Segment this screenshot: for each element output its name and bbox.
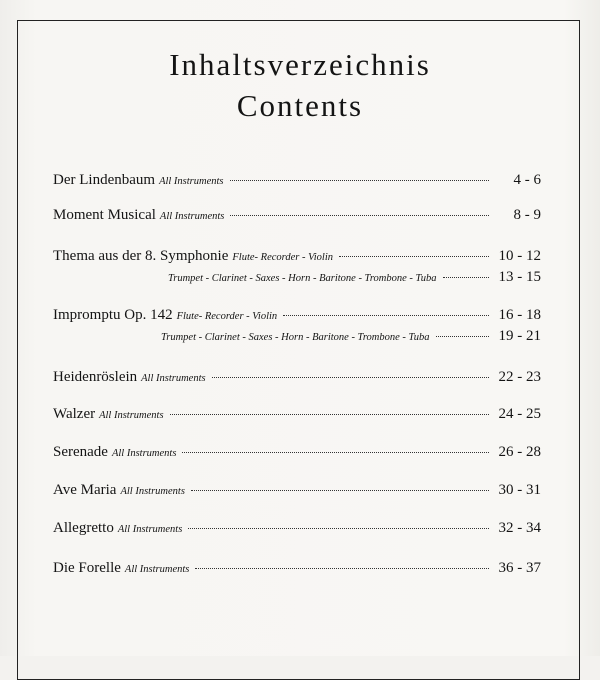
dot-leader: [182, 452, 489, 453]
entry-instruments: All Instruments: [111, 448, 177, 459]
entry-pages: 26 - 28: [498, 444, 541, 460]
dot-leader: [283, 315, 489, 316]
entry-pages: 32 - 34: [498, 520, 541, 536]
entry-title: Impromptu Op. 142: [53, 307, 173, 323]
entry-pages: 10 - 12: [498, 248, 541, 264]
entry-title: Heidenröslein: [53, 369, 138, 385]
entry-instruments: Flute- Recorder - Violin: [232, 252, 333, 263]
entry-pages: 19 - 21: [498, 328, 541, 344]
entry-pages: 22 - 23: [498, 369, 541, 385]
entry-title: Walzer: [53, 406, 96, 422]
dot-leader: [188, 528, 489, 529]
entry-title: Ave Maria: [53, 482, 117, 498]
entry-instruments: All Instruments: [159, 211, 225, 222]
toc-entry: [53, 369, 541, 391]
dot-leader: [436, 336, 489, 337]
dot-leader: [443, 277, 489, 278]
entry-title: Serenade: [53, 444, 108, 460]
entry-instruments: All Instruments: [159, 176, 224, 187]
dot-leader: [191, 490, 489, 491]
dot-leader: [230, 180, 489, 181]
entry-instruments: All Instruments: [120, 486, 185, 497]
toc-entry: [53, 207, 541, 229]
toc-entry: [53, 172, 541, 194]
entry-title: Der Lindenbaum: [53, 172, 156, 188]
toc-entry: [53, 482, 541, 504]
dot-leader: [195, 568, 489, 569]
entry-instruments: Trumpet - Clarinet - Saxes - Horn - Baritone - Trombone - Tuba: [161, 332, 430, 343]
toc-entry: [53, 560, 541, 582]
entry-title: Thema aus der 8. Symphonie: [53, 248, 229, 264]
entry-instruments: All Instruments: [117, 524, 183, 535]
entry-pages: 8 - 9: [513, 207, 541, 223]
entry-pages: 36 - 37: [498, 560, 541, 576]
dot-leader: [212, 377, 489, 378]
title-english: Contents: [236, 88, 364, 123]
entry-title: Die Forelle: [53, 560, 121, 576]
entry-pages: 30 - 31: [498, 482, 541, 498]
entry-title: Moment Musical: [53, 207, 156, 223]
entry-instruments: All Instruments: [124, 564, 190, 575]
dot-leader: [170, 414, 489, 415]
entry-instruments: Trumpet - Clarinet - Saxes - Horn - Baritone - Trombone - Tuba: [168, 273, 437, 284]
entry-instruments: Flute- Recorder - Violin: [176, 311, 278, 322]
entry-instruments: All Instruments: [99, 410, 164, 421]
title-german: Inhaltsverzeichnis: [169, 47, 431, 82]
dot-leader: [339, 256, 489, 257]
entry-pages: 4 - 6: [513, 172, 541, 188]
entry-pages: 13 - 15: [498, 269, 541, 285]
dot-leader: [230, 215, 489, 216]
toc-entry: [53, 520, 541, 542]
toc-entry: [53, 307, 541, 329]
toc-entry: [53, 406, 541, 428]
toc-entry: [53, 444, 541, 466]
entry-pages: 16 - 18: [498, 307, 541, 323]
toc-entry-sub: [161, 328, 541, 350]
entry-pages: 24 - 25: [498, 406, 541, 422]
toc-entry: [53, 248, 541, 270]
entry-title: Allegretto: [53, 520, 114, 536]
toc-entry-sub: [168, 269, 541, 291]
entry-instruments: All Instruments: [141, 373, 206, 384]
